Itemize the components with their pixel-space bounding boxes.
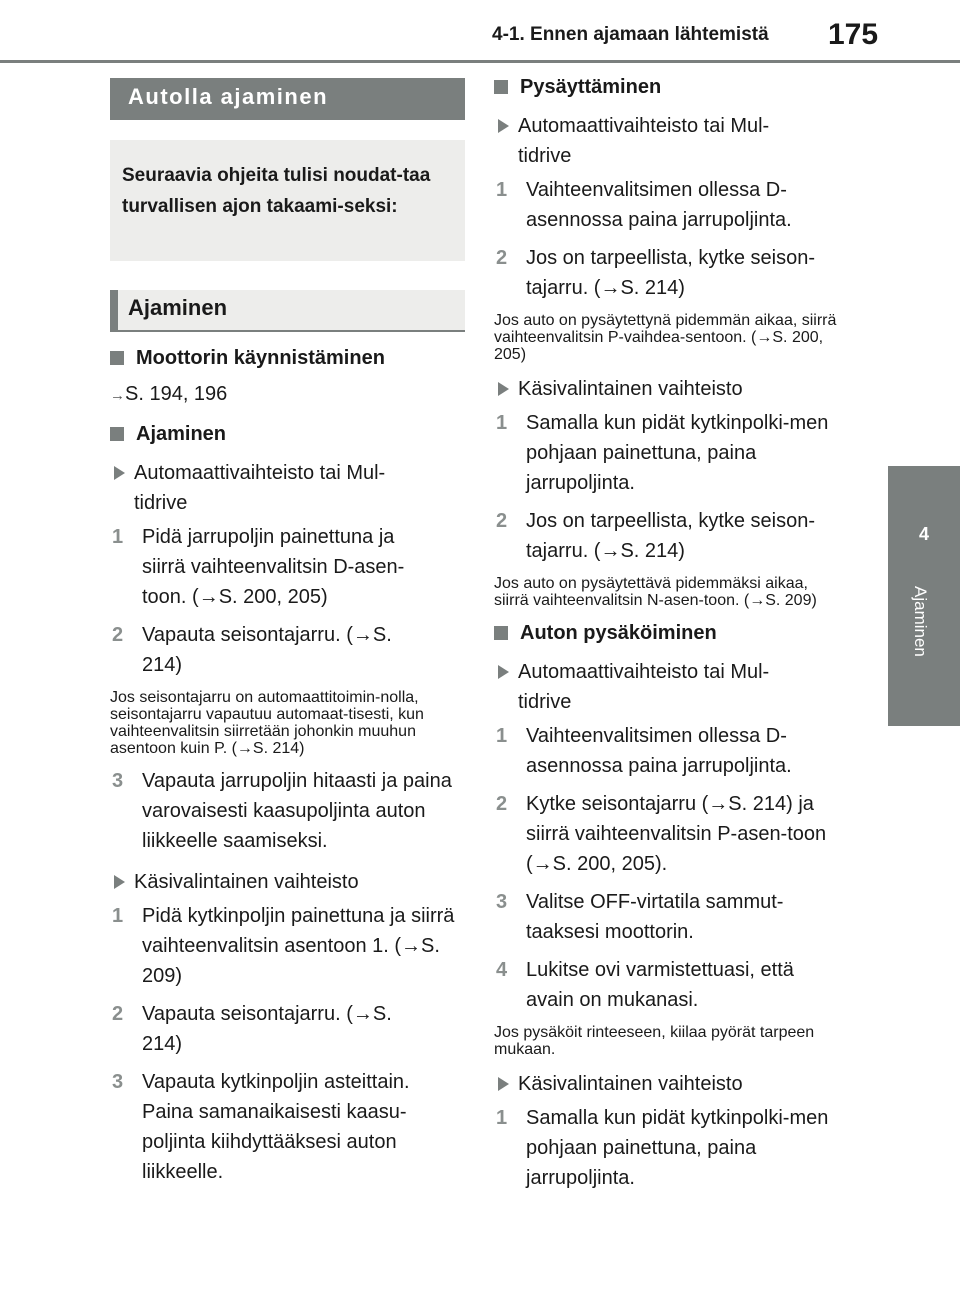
right-column (494, 78, 854, 1193)
stop-heading-text: Pysäyttäminen (520, 76, 662, 98)
park-heading (494, 618, 854, 648)
header-rule (0, 60, 960, 63)
arrow-right-icon: → (110, 387, 125, 404)
step-text: Samalla kun pidät kytkinpolki-men pohjaan painettuna, paina jarrupoljinta. (526, 412, 829, 494)
auto-note: Jos seisontajarru on automaattitoimin-nolla, seisontajarru vapautuu automaat-tisesti, kun vaihteenvalitsin siirretään johonkin muuhun asentoon kuin P. (→S. 214) (110, 689, 424, 757)
auto-transmission-text: Automaattivaihteisto tai Mul-tidrive (134, 462, 386, 514)
step-text: Valitse OFF-virtatila sammut-taaksesi moottorin. (526, 891, 784, 943)
stop-auto-note: Jos auto on pysäytettynä pidemmän aikaa, siirrä vaihteenvalitsin P-vaihdea-sentoon. (→S. 200, 205) (494, 312, 837, 363)
page-number: 175 (828, 18, 879, 51)
note-text (494, 312, 844, 363)
start-heading (110, 343, 465, 373)
chapter-side-tab[interactable] (888, 466, 960, 726)
auto-transmission-text: Automaattivaihteisto tai Mul-tidrive (518, 661, 770, 713)
start-heading-text: Moottorin käynnistäminen (136, 347, 385, 369)
step-number: 3 (496, 891, 508, 913)
stop-manual-note: Jos auto on pysäytettävä pidemmäksi aikaa, siirrä vaihteenvalitsin N-asen-toon. (→S. 209) (494, 575, 817, 609)
step-text: Lukitse ovi varmistettuasi, että avain on mukanasi. (526, 959, 794, 1011)
step-item (494, 243, 849, 303)
step-number: 1 (496, 725, 508, 747)
intro-box (110, 140, 465, 261)
step-item (494, 408, 834, 498)
step-number: 1 (496, 1107, 508, 1129)
step-text: Jos on tarpeellista, kytke seison-tajarru. (→S. 214) (526, 510, 816, 562)
step-number: 2 (112, 1003, 124, 1025)
step-text: Pidä jarrupoljin painettuna ja siirrä vaihteenvalitsin D-asen-toon. (→S. 200, 205) (142, 526, 405, 608)
section-title: Autolla ajaminen (110, 78, 465, 120)
left-column (110, 78, 465, 1187)
manual-transmission-text: Käsivalintainen vaihteisto (518, 1073, 743, 1095)
manual-transmission-label (110, 867, 465, 897)
step-text: Vapauta seisontajarru. (→S. 214) (142, 1003, 392, 1055)
step-item (494, 506, 849, 566)
intro-text: Seuraavia ohjeita tulisi noudat-taa turvallisen ajon takaami-seksi: (122, 165, 431, 217)
step-text: Vapauta seisontajarru. (→S. 214) (142, 624, 392, 676)
step-item (494, 789, 849, 879)
chapter-number: 4 (918, 524, 929, 544)
step-number: 3 (112, 1071, 124, 1093)
step-number: 1 (496, 412, 508, 434)
step-number: 2 (496, 793, 508, 815)
park-note: Jos pysäköit rinteeseen, kiilaa pyörät tarpeen mukaan. (494, 1024, 815, 1058)
drive-heading (110, 419, 465, 449)
step-number: 1 (112, 526, 124, 548)
auto-transmission-text: Automaattivaihteisto tai Mul-tidrive (518, 115, 770, 167)
step-number: 3 (112, 770, 124, 792)
step-item (494, 175, 824, 235)
start-reference[interactable] (110, 379, 465, 411)
step-item (494, 721, 824, 781)
step-number: 1 (496, 179, 508, 201)
step-item (494, 955, 834, 1015)
auto-transmission-label (110, 458, 410, 518)
step-text: Jos on tarpeellista, kytke seison-tajarru. (→S. 214) (526, 247, 816, 299)
note-text (494, 1024, 824, 1058)
step-text: Vapauta jarrupoljin hitaasti ja paina varovaisesti kaasupoljinta auton liikkeelle saamiseksi. (142, 770, 452, 852)
manual-transmission-label (494, 374, 854, 404)
drive-heading-text: Ajaminen (136, 423, 227, 445)
step-item (494, 887, 824, 947)
step-text: Samalla kun pidät kytkinpolki-men pohjaan painettuna, paina jarrupoljinta. (526, 1107, 829, 1189)
step-item (110, 901, 455, 991)
note-text (494, 575, 839, 609)
auto-transmission-label (494, 111, 794, 171)
subsection-title: Ajaminen (110, 290, 465, 332)
chapter-title: 4-1. Ennen ajamaan lähtemistä (492, 24, 769, 45)
step-number: 2 (112, 624, 124, 646)
step-number: 2 (496, 510, 508, 532)
step-number: 4 (496, 959, 508, 981)
manual-transmission-text: Käsivalintainen vaihteisto (134, 871, 359, 893)
auto-transmission-label (494, 657, 794, 717)
step-number: 1 (112, 905, 124, 927)
note-text (110, 689, 455, 757)
step-text: Kytke seisontajarru (→S. 214) ja siirrä vaihteenvalitsin P-asen-toon (→S. 200, 205). (526, 793, 827, 875)
step-item (110, 620, 400, 680)
step-text: Vapauta kytkinpoljin asteittain. Paina samanaikaisesti kaasu-poljinta kiihdyttääksesi auton liikkeelle. (142, 1071, 410, 1183)
page-header (0, 0, 960, 64)
step-text: Vaihteenvalitsimen ollessa D-asennossa paina jarrupoljinta. (526, 725, 792, 777)
stop-heading (494, 72, 854, 102)
manual-transmission-text: Käsivalintainen vaihteisto (518, 378, 743, 400)
park-heading-text: Auton pysäköiminen (520, 622, 717, 644)
manual-transmission-label (494, 1069, 854, 1099)
step-item (110, 522, 440, 612)
step-text: Vaihteenvalitsimen ollessa D-asennossa paina jarrupoljinta. (526, 179, 792, 231)
step-number: 2 (496, 247, 508, 269)
step-text: Pidä kytkinpoljin painettuna ja siirrä vaihteenvalitsin asentoon 1. (→S. 209) (142, 905, 455, 987)
step-item (494, 1103, 834, 1193)
chapter-label: Ajaminen (911, 586, 930, 657)
step-item (110, 999, 400, 1059)
step-item (110, 1067, 455, 1187)
start-reference-text: S. 194, 196 (125, 383, 228, 405)
step-item (110, 766, 460, 856)
